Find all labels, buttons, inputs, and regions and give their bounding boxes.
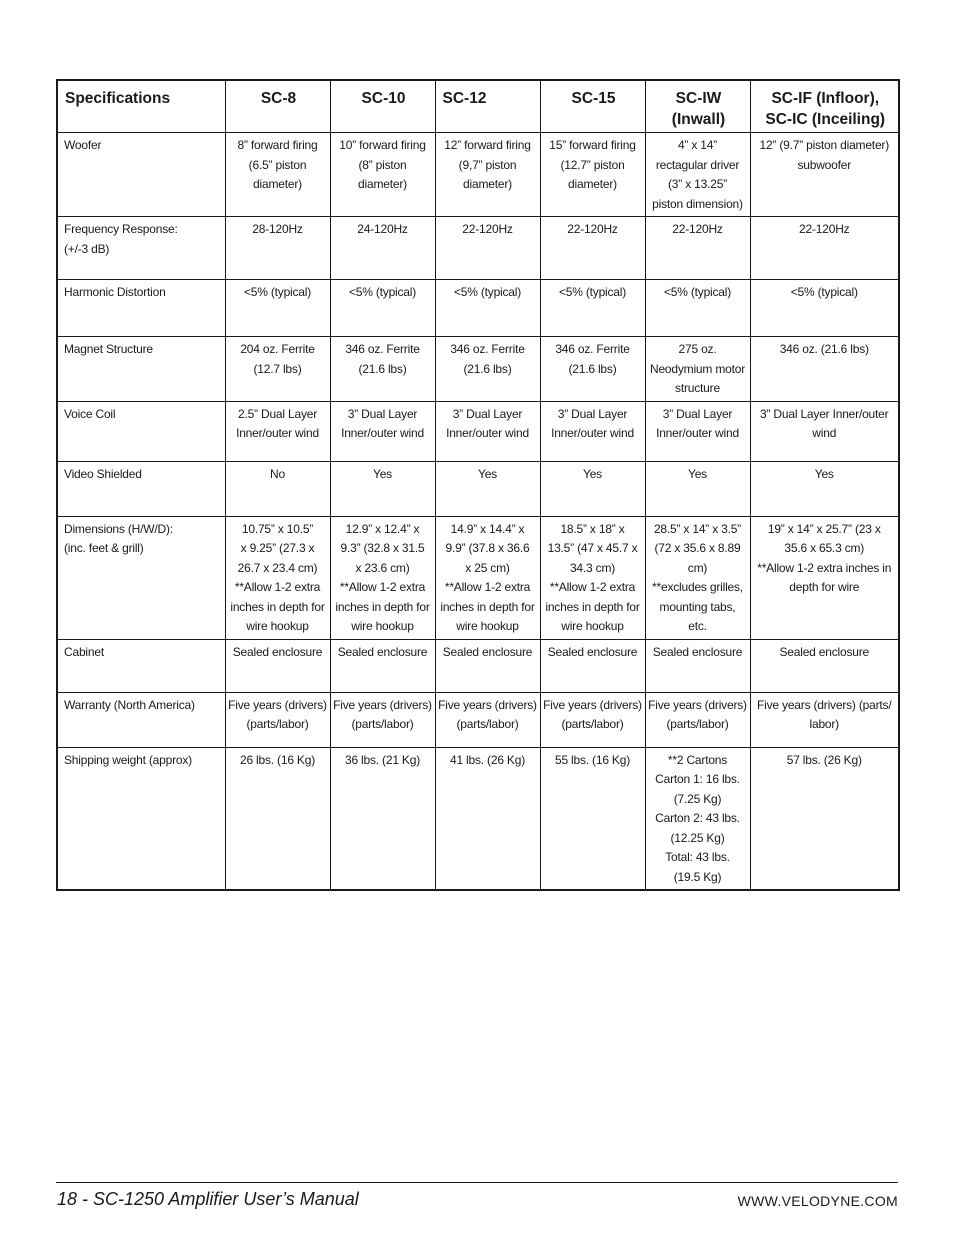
table-row — [57, 337, 899, 402]
table-cell: 14.9” x 14.4” x 9.9” (37.8 x 36.6 x 25 cm) **Allow 1-2 extra inches in depth for wire hookup — [435, 516, 540, 639]
table-cell: 2.5” Dual Layer Inner/outer wind — [225, 401, 330, 461]
table-cell: 3” Dual Layer Inner/outer wind — [645, 401, 750, 461]
table-cell: 36 lbs. (21 Kg) — [330, 747, 435, 890]
table-cell: Five years (drivers) (parts/labor) — [225, 692, 330, 747]
table-cell: 19” x 14” x 25.7” (23 x 35.6 x 65.3 cm) **Allow 1-2 extra inches in depth for wire — [750, 516, 899, 639]
table-cell: Sealed enclosure — [330, 639, 435, 692]
table-cell: Five years (drivers) (parts/ labor) — [750, 692, 899, 747]
row-label: Magnet Structure — [57, 337, 225, 402]
table-cell: 12” (9.7” piston diameter) subwoofer — [750, 133, 899, 217]
spec-table — [56, 79, 900, 891]
footer-page-title: 18 - SC-1250 Amplifier User’s Manual — [57, 1189, 359, 1209]
table-cell: Sealed enclosure — [435, 639, 540, 692]
table-row — [57, 639, 899, 692]
table-cell: Sealed enclosure — [225, 639, 330, 692]
table-cell: 22-120Hz — [435, 217, 540, 280]
table-cell: 22-120Hz — [750, 217, 899, 280]
table-cell: 57 lbs. (26 Kg) — [750, 747, 899, 890]
header-sc-if-sc-ic: SC-IF (Infloor), SC-IC (Inceiling) — [750, 80, 899, 133]
table-cell: 18.5” x 18” x 13.5” (47 x 45.7 x 34.3 cm) **Allow 1-2 extra inches in depth for wire hookup — [540, 516, 645, 639]
header-specifications: Specifications — [57, 80, 225, 133]
table-cell: 10.75” x 10.5” x 9.25” (27.3 x 26.7 x 23.4 cm) **Allow 1-2 extra inches in depth for wire hookup — [225, 516, 330, 639]
table-cell: 346 oz. Ferrite (21.6 lbs) — [435, 337, 540, 402]
row-label: Dimensions (H/W/D): (inc. feet & grill) — [57, 516, 225, 639]
table-cell: 22-120Hz — [645, 217, 750, 280]
table-cell: <5% (typical) — [750, 280, 899, 337]
table-cell: Yes — [645, 461, 750, 516]
footer-divider — [56, 1182, 898, 1183]
table-cell: Sealed enclosure — [645, 639, 750, 692]
row-label: Harmonic Distortion — [57, 280, 225, 337]
header-sc-iw: SC-IW (Inwall) — [645, 80, 750, 133]
table-cell: 3” Dual Layer Inner/outer wind — [435, 401, 540, 461]
table-cell: 346 oz. (21.6 lbs) — [750, 337, 899, 402]
table-row — [57, 461, 899, 516]
table-row — [57, 747, 899, 890]
table-cell: 204 oz. Ferrite (12.7 lbs) — [225, 337, 330, 402]
table-cell: <5% (typical) — [225, 280, 330, 337]
header-row — [57, 80, 899, 133]
row-label: Shipping weight (approx) — [57, 747, 225, 890]
row-label: Video Shielded — [57, 461, 225, 516]
table-cell: 4” x 14” rectagular driver (3” x 13.25” piston dimension) — [645, 133, 750, 217]
row-label: Frequency Response: (+/-3 dB) — [57, 217, 225, 280]
table-cell: Five years (drivers) (parts/labor) — [435, 692, 540, 747]
table-cell: Yes — [540, 461, 645, 516]
table-row — [57, 401, 899, 461]
table-cell: Sealed enclosure — [540, 639, 645, 692]
header-sc-10: SC-10 — [330, 80, 435, 133]
table-cell: 12.9” x 12.4” x 9.3” (32.8 x 31.5 x 23.6 cm) **Allow 1-2 extra inches in depth for wire hookup — [330, 516, 435, 639]
table-row — [57, 692, 899, 747]
footer-website: WWW.VELODYNE.COM — [737, 1193, 898, 1209]
header-sc-15: SC-15 — [540, 80, 645, 133]
table-cell: **2 Cartons Carton 1: 16 lbs. (7.25 Kg) Carton 2: 43 lbs. (12.25 Kg) Total: 43 lbs. (19.5 Kg) — [645, 747, 750, 890]
table-cell: 8” forward firing (6.5” piston diameter) — [225, 133, 330, 217]
header-sc-8: SC-8 — [225, 80, 330, 133]
table-cell: 28-120Hz — [225, 217, 330, 280]
table-cell: 3” Dual Layer Inner/outer wind — [540, 401, 645, 461]
table-cell: Five years (drivers) (parts/labor) — [645, 692, 750, 747]
table-cell: Yes — [435, 461, 540, 516]
row-label: Woofer — [57, 133, 225, 217]
table-row — [57, 217, 899, 280]
table-cell: Sealed enclosure — [750, 639, 899, 692]
table-cell: 22-120Hz — [540, 217, 645, 280]
table-cell: 3” Dual Layer Inner/outer wind — [750, 401, 899, 461]
row-label: Warranty (North America) — [57, 692, 225, 747]
table-cell: No — [225, 461, 330, 516]
table-cell: 26 lbs. (16 Kg) — [225, 747, 330, 890]
table-cell: 24-120Hz — [330, 217, 435, 280]
table-row — [57, 516, 899, 639]
row-label: Voice Coil — [57, 401, 225, 461]
table-cell: 3” Dual Layer Inner/outer wind — [330, 401, 435, 461]
table-cell: Yes — [330, 461, 435, 516]
table-cell: <5% (typical) — [330, 280, 435, 337]
table-cell: <5% (typical) — [645, 280, 750, 337]
header-sc-12: SC-12 — [435, 80, 540, 133]
table-cell: 12” forward firing (9,7” piston diameter) — [435, 133, 540, 217]
row-label: Cabinet — [57, 639, 225, 692]
table-cell: 275 oz. Neodymium motor structure — [645, 337, 750, 402]
table-cell: 15” forward firing (12.7” piston diameter) — [540, 133, 645, 217]
table-cell: <5% (typical) — [435, 280, 540, 337]
table-row — [57, 133, 899, 217]
table-cell: 28.5” x 14” x 3.5” (72 x 35.6 x 8.89 cm) **excludes grilles, mounting tabs, etc. — [645, 516, 750, 639]
table-cell: 55 lbs. (16 Kg) — [540, 747, 645, 890]
table-cell: Yes — [750, 461, 899, 516]
table-cell: <5% (typical) — [540, 280, 645, 337]
table-cell: Five years (drivers) (parts/labor) — [540, 692, 645, 747]
table-cell: 10” forward firing (8” piston diameter) — [330, 133, 435, 217]
table-row — [57, 280, 899, 337]
table-cell: 346 oz. Ferrite (21.6 lbs) — [540, 337, 645, 402]
table-cell: Five years (drivers) (parts/labor) — [330, 692, 435, 747]
table-cell: 41 lbs. (26 Kg) — [435, 747, 540, 890]
table-cell: 346 oz. Ferrite (21.6 lbs) — [330, 337, 435, 402]
